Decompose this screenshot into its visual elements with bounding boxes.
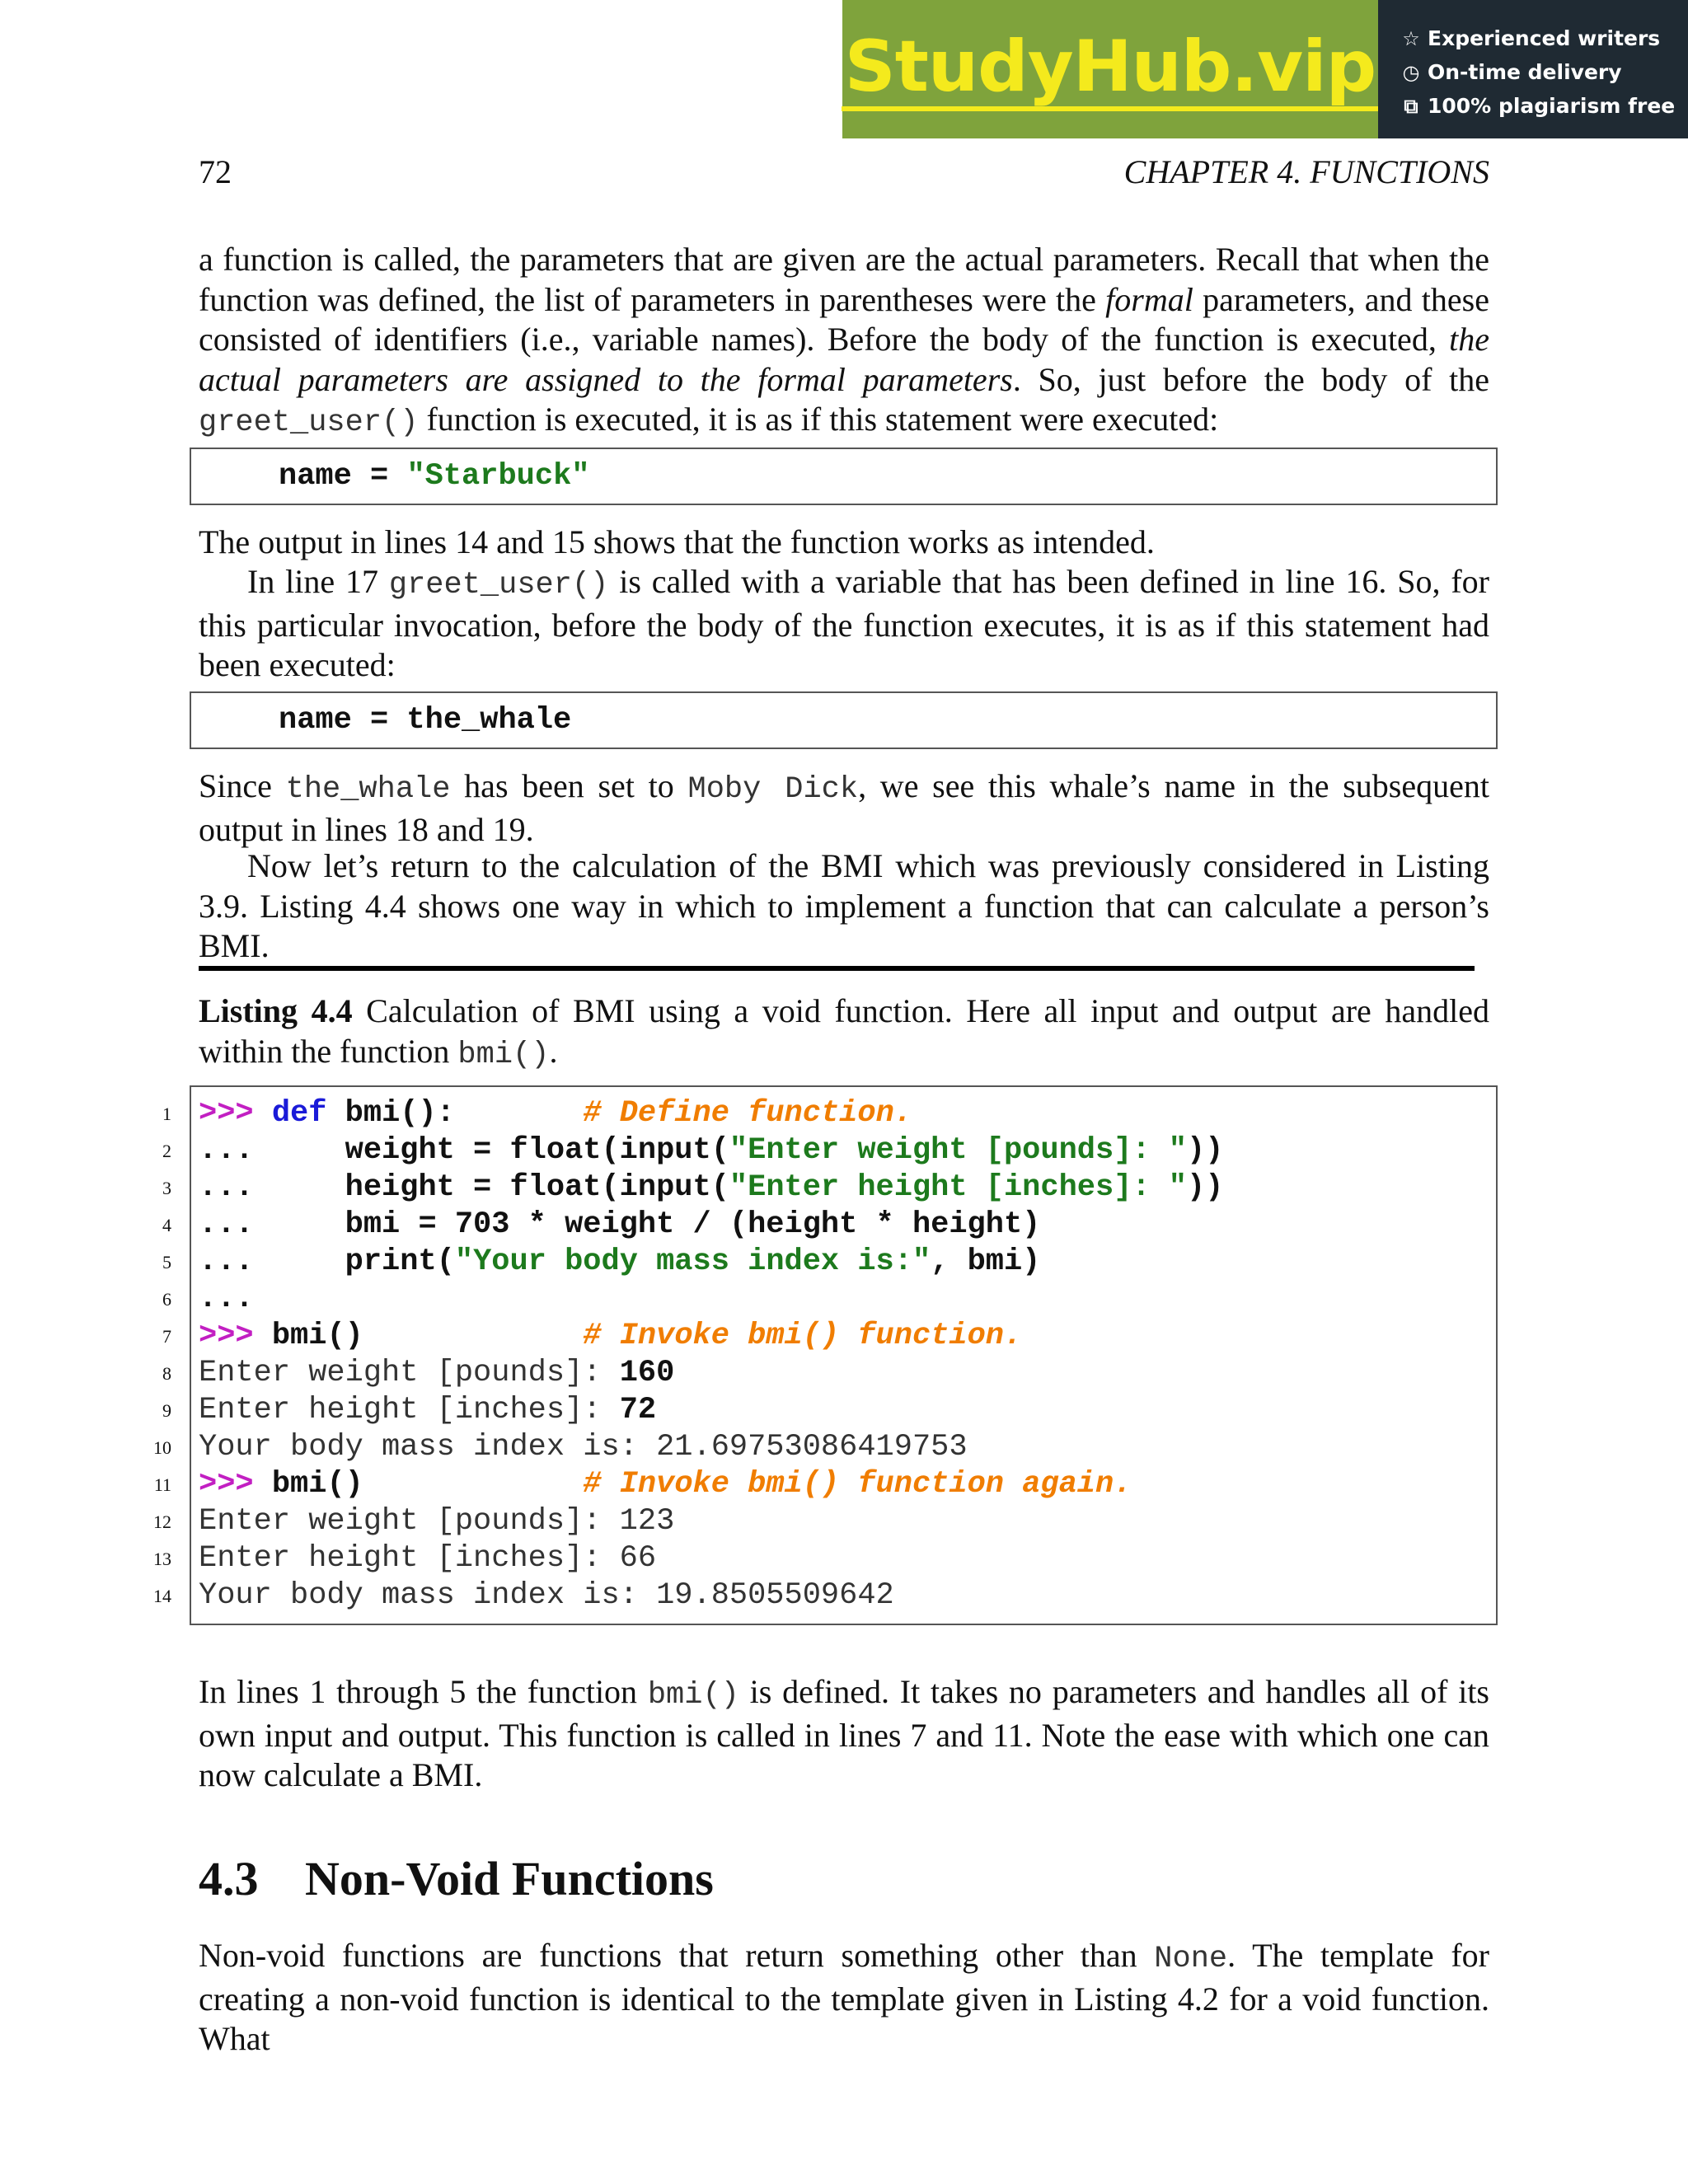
paragraph: a function is called, the parameters that are given are the actual parameters. Recall that when the function was defined, the list of parameters in parentheses were the formal parameters, and these consisted of identifiers (i.e., variable names). Before the body of the function is executed, the actual parameters are assigned to the formal parameters. So, just before the body of the greet_user() function is executed, it is as if this statement were executed:	[199, 241, 1489, 440]
paragraph: Now let’s return to the calculation of the BMI which was previously considered in Listing 3.9. Listing 4.4 shows one way in which to implement a function that can calculate a person’s BMI.	[199, 847, 1489, 964]
line-number: 10	[153, 1437, 171, 1458]
code-snippet: name = "Starbuck"	[190, 448, 1498, 505]
code-line: ... bmi = 703 * weight / (height * height)	[199, 1207, 1041, 1242]
line-number: 1	[162, 1104, 171, 1124]
studyhub-banner[interactable]	[842, 0, 1688, 138]
paragraph: In line 17 greet_user() is called with a variable that has been defined in line 16. So, for this particular invocation, before the body of the function executes, it is as if this statement had been executed:	[199, 563, 1489, 683]
feature-item: ⧉ 100% plagiarism free	[1400, 89, 1688, 123]
listing-caption: Listing 4.4 Calculation of BMI using a void function. Here all input and output are handled within the function bmi().	[199, 992, 1489, 1072]
banner-logo-area	[842, 0, 1378, 138]
code-line: ... height = float(input("Enter height [inches]: "))	[199, 1170, 1224, 1205]
line-number: 2	[162, 1141, 171, 1161]
line-number: 3	[162, 1178, 171, 1198]
section-heading: 4.3 Non-Void Functions	[199, 1852, 714, 1905]
code-line: >>> bmi() # Invoke bmi() function.	[199, 1319, 1023, 1353]
feature-item: ◷ On-time delivery	[1400, 55, 1688, 89]
code-line: Enter weight [pounds]: 160	[199, 1356, 675, 1390]
line-number: 6	[162, 1289, 171, 1310]
code-line: Your body mass index is: 21.69753086419753	[199, 1430, 968, 1465]
chapter-heading: CHAPTER 4. FUNCTIONS	[1123, 153, 1489, 190]
line-number: 8	[162, 1363, 171, 1384]
code-snippet: name = the_whale	[190, 691, 1498, 749]
line-number: 11	[153, 1474, 171, 1495]
listing-rule	[199, 966, 1475, 971]
code-line: >>> bmi() # Invoke bmi() function again.	[199, 1467, 1132, 1502]
code-line: Your body mass index is: 19.8505509642	[199, 1578, 894, 1613]
studyhub-logo: StudyHub.vip	[842, 27, 1379, 111]
code-line: Enter height [inches]: 66	[199, 1541, 657, 1576]
paragraph: The output in lines 14 and 15 shows that the function works as intended.	[199, 523, 1155, 560]
line-number: 9	[162, 1400, 171, 1421]
paragraph: Since the_whale has been set to Moby Dick, we see this whale’s name in the subsequent output in lines 18 and 19.	[199, 767, 1489, 848]
page-number: 72	[199, 153, 232, 190]
line-number: 12	[153, 1511, 171, 1532]
code-line: ... weight = float(input("Enter weight [pounds]: "))	[199, 1133, 1224, 1168]
line-number: 4	[162, 1215, 171, 1235]
code-line: Enter height [inches]: 72	[199, 1393, 657, 1427]
line-number: 13	[153, 1549, 171, 1569]
feature-item: ☆ Experienced writers	[1400, 21, 1688, 55]
copy-icon: ⧉	[1404, 94, 1418, 118]
code-line: ...	[199, 1282, 254, 1316]
line-number: 14	[153, 1586, 171, 1606]
line-number: 5	[162, 1252, 171, 1272]
star-icon: ☆	[1402, 26, 1420, 50]
code-line: ... print("Your body mass index is:", bmi)	[199, 1244, 1041, 1279]
line-number: 7	[162, 1326, 171, 1347]
code-line: >>> def bmi(): # Define function.	[199, 1096, 912, 1131]
paragraph: In lines 1 through 5 the function bmi() is defined. It takes no parameters and handles all of its own input and output. This function is called in lines 7 and 11. Note the ease with which one can now calculate a BMI.	[199, 1673, 1489, 1793]
paragraph: Non-void functions are functions that return something other than None. The template for creating a non-void function is identical to the template given in Listing 4.2 for a void function. What	[199, 1937, 1489, 2057]
clock-icon: ◷	[1402, 60, 1420, 84]
banner-features	[1378, 0, 1688, 138]
code-line: Enter weight [pounds]: 123	[199, 1504, 675, 1539]
